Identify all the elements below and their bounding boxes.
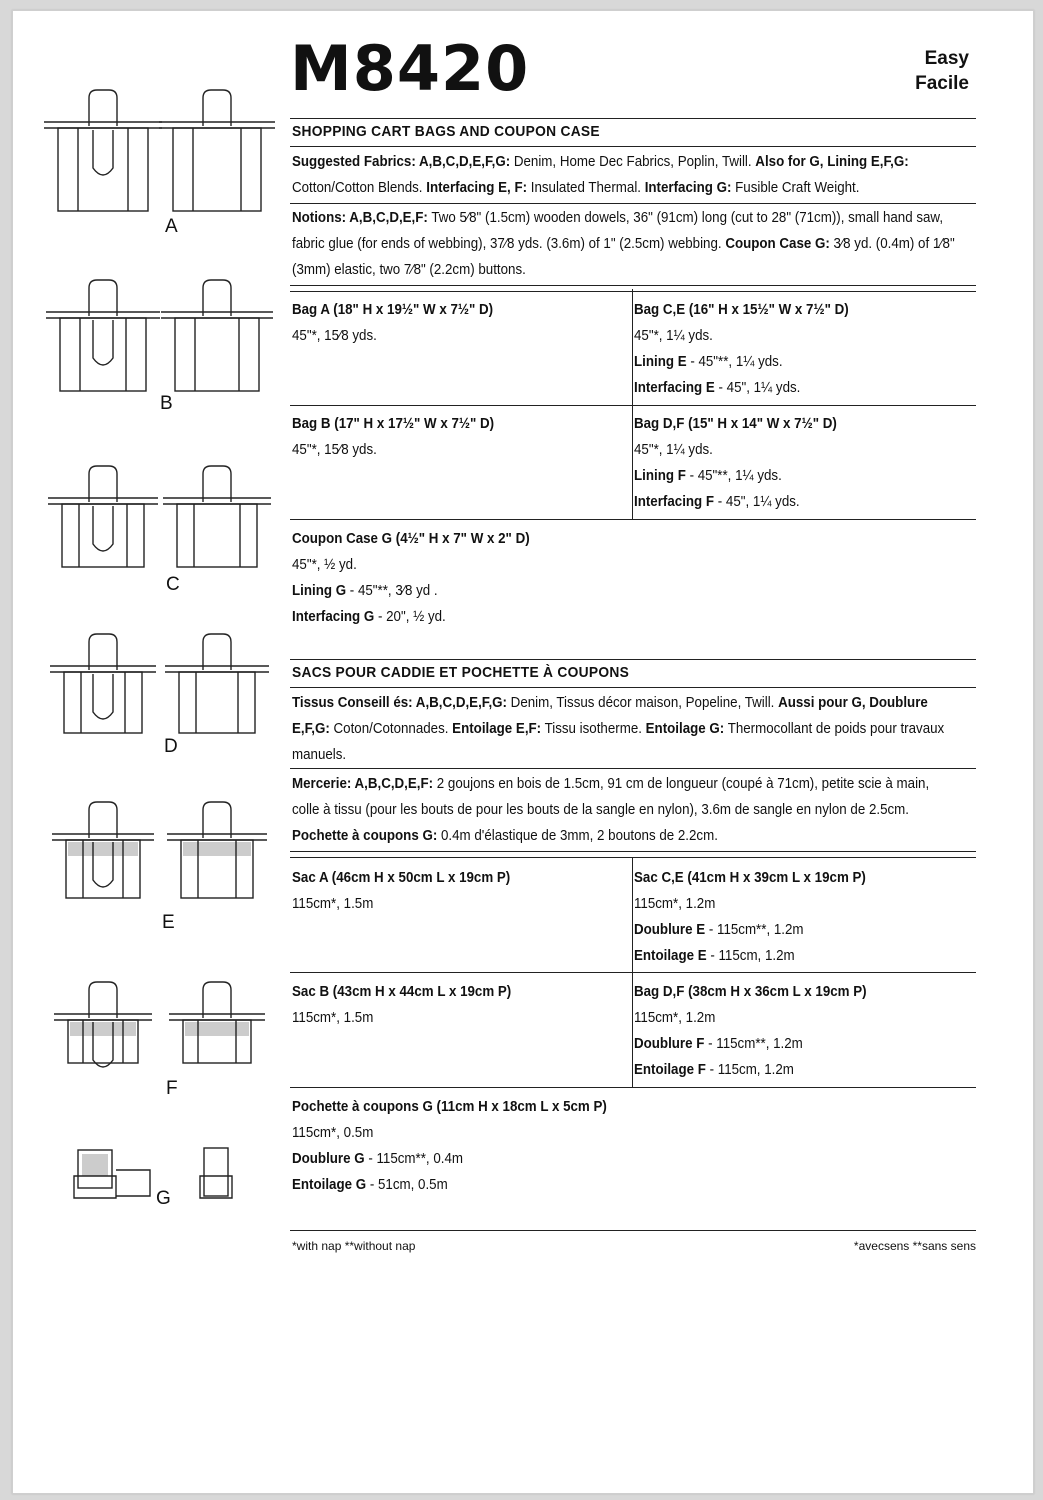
bold-label: Entoilage E,F:: [452, 721, 542, 737]
yardage-title: Coupon Case G (4½" H x 7" W x 2" D): [292, 531, 530, 547]
english-heading: SHOPPING CART BAGS AND COUPON CASE: [292, 123, 600, 140]
bold-label: Suggested Fabrics: A,B,C,D,E,F,G:: [292, 154, 511, 170]
body-text: 45"*, 15⁄8 yds.: [292, 442, 377, 458]
yardage-line: [634, 349, 849, 375]
yardage-line: [634, 463, 837, 489]
yardage-line: [292, 437, 494, 463]
bold-label: Interfacing G: [292, 609, 375, 625]
bold-label: Entoilage G: [292, 1177, 367, 1193]
yardage-line: [634, 437, 837, 463]
yardage-line: [634, 917, 866, 943]
yardage-bag-ce: [634, 297, 849, 401]
yardage-line: [634, 1031, 867, 1057]
body-text: 115cm*, 1.5m: [292, 1010, 374, 1026]
yardage-sac-df: [634, 979, 867, 1083]
bold-label: Interfacing E: [634, 380, 715, 396]
body-text: 115cm*, 1.5m: [292, 896, 374, 912]
body-text: Two 5⁄8" (1.5cm) wooden dowels, 36" (91cm) long (cut to 28" (71cm)), small hand saw,: [427, 210, 944, 226]
bold-label: Entoilage E: [634, 948, 707, 964]
body-text: - 51cm, 0.5m: [366, 1177, 448, 1193]
yardage-title: Bag D,F (15" H x 14" W x 7½" D): [634, 416, 837, 432]
yardage-line: [292, 1146, 607, 1172]
body-text: 115cm*, 1.2m: [634, 1010, 716, 1026]
divider: [290, 285, 976, 286]
view-d-illustration: [45, 632, 285, 785]
view-label: D: [164, 736, 178, 757]
yardage-line: [292, 578, 530, 604]
bold-label: Lining G: [292, 583, 347, 599]
yardage-line: [634, 489, 837, 515]
suggested-fabrics-line1: [292, 149, 909, 175]
bold-label: Interfacing E, F:: [426, 180, 528, 196]
divider: [290, 687, 976, 688]
yardage-line: [292, 1172, 607, 1198]
bold-label: Aussi pour G, Doublure: [778, 695, 928, 711]
body-text: 115cm*, 0.5m: [292, 1125, 374, 1141]
yardage-line: [634, 1057, 867, 1083]
bold-label: Notions: A,B,C,D,E,F:: [292, 210, 428, 226]
yardage-sac-b: [292, 979, 511, 1031]
body-text: - 115cm**, 1.2m: [704, 1036, 803, 1052]
view-label: A: [165, 216, 178, 237]
divider: [290, 851, 976, 852]
tissus-line1: [292, 690, 928, 716]
body-text: Tissu isotherme.: [541, 721, 646, 737]
view-b-illustration: [45, 278, 285, 443]
body-text: 45"*, 15⁄8 yds.: [292, 328, 377, 344]
yardage-sac-a: [292, 865, 510, 917]
difficulty-label: [915, 46, 969, 96]
yardage-title: Bag B (17" H x 17½" W x 7½" D): [292, 416, 495, 432]
bold-label: Entoilage G:: [645, 721, 725, 737]
french-heading: SACS POUR CADDIE ET POCHETTE À COUPONS: [292, 664, 630, 681]
bold-label: Coupon Case G:: [725, 236, 830, 252]
view-label: C: [166, 574, 180, 595]
body-text: - 115cm**, 1.2m: [705, 922, 804, 938]
notions-line3: [292, 257, 526, 283]
yardage-line: [634, 943, 866, 969]
yardage-title: Sac B (43cm H x 44cm L x 19cm P): [292, 984, 512, 1000]
body-text: 115cm*, 1.2m: [634, 896, 716, 912]
yardage-bag-df: [634, 411, 837, 515]
body-text: 45"*, 1¼ yds.: [634, 442, 713, 458]
view-label: F: [166, 1078, 178, 1099]
view-f-illustration: [45, 980, 285, 1115]
body-text: - 45"**, 1¼ yds.: [685, 468, 782, 484]
yardage-title: Bag A (18" H x 19½" W x 7½" D): [292, 302, 494, 318]
view-label: E: [162, 912, 175, 933]
bold-label: Interfacing G:: [644, 180, 732, 196]
body-text: 3⁄8 yd. (0.4m) of 1⁄8": [829, 236, 955, 252]
body-text: 0.4m d'élastique de 3mm, 2 boutons de 2.2cm.: [437, 828, 718, 844]
tissus-line3: [292, 742, 346, 768]
mercerie-line1: [292, 771, 929, 797]
yardage-line: [292, 552, 530, 578]
divider: [290, 768, 976, 769]
body-text: Cotton/Cotton Blends.: [292, 180, 427, 196]
yardage-line: [634, 1005, 867, 1031]
body-text: 45"*, 1¼ yds.: [634, 328, 713, 344]
yardage-coupon-case: [292, 526, 530, 630]
pattern-number: M8420: [290, 32, 530, 105]
yardage-line: [634, 323, 849, 349]
body-text: Thermocollant de poids pour travaux: [724, 721, 945, 737]
body-text: - 45", 1¼ yds.: [714, 494, 800, 510]
notions-line2: [292, 231, 955, 257]
body-text: Fusible Craft Weight.: [731, 180, 860, 196]
yardage-line: [292, 323, 493, 349]
bold-label: Doublure E: [634, 922, 706, 938]
body-text: - 20", ½ yd.: [374, 609, 446, 625]
body-text: manuels.: [292, 747, 347, 763]
yardage-title: Pochette à coupons G (11cm H x 18cm L x 5cm P): [292, 1099, 607, 1115]
tissus-line2: [292, 716, 944, 742]
yardage-line: [634, 375, 849, 401]
yardage-line: [292, 1005, 511, 1031]
bold-label: Also for G, Lining E,F,G:: [755, 154, 909, 170]
difficulty-en: Easy: [924, 48, 969, 69]
body-text: - 115cm, 1.2m: [706, 948, 795, 964]
yardage-title: Sac A (46cm H x 50cm L x 19cm P): [292, 870, 511, 886]
suggested-fabrics-line2: [292, 175, 859, 201]
yardage-title: Bag C,E (16" H x 15½" W x 7½" D): [634, 302, 849, 318]
mercerie-line2: [292, 797, 909, 823]
bold-label: Doublure F: [634, 1036, 705, 1052]
yardage-bag-b: [292, 411, 494, 463]
yardage-line: [292, 604, 530, 630]
body-text: 45"*, ½ yd.: [292, 557, 357, 573]
bold-label: Lining E: [634, 354, 687, 370]
body-text: - 115cm**, 0.4m: [364, 1151, 464, 1167]
divider: [290, 972, 976, 973]
yardage-line: [634, 891, 866, 917]
yardage-title: Sac C,E (41cm H x 39cm L x 19cm P): [634, 870, 866, 886]
mercerie-line3: [292, 823, 718, 849]
footnote-english: *with nap **without nap: [292, 1239, 416, 1253]
column-divider: [632, 289, 633, 519]
body-text: Coton/Cotonnades.: [329, 721, 453, 737]
yardage-bag-a: [292, 297, 493, 349]
body-text: Denim, Tissus décor maison, Popeline, Twill.: [506, 695, 779, 711]
divider: [290, 857, 976, 858]
divider: [290, 519, 976, 520]
footnote-french: *avecsens **sans sens: [853, 1239, 976, 1253]
divider: [290, 1230, 976, 1231]
body-text: colle à tissu (pour les bouts de pour les bouts de la sangle en nylon), 3.6m de sangle en nylon de 2.5cm.: [292, 802, 909, 818]
divider: [290, 146, 976, 147]
bold-label: Entoilage F: [634, 1062, 706, 1078]
bold-label: Interfacing F: [634, 494, 715, 510]
bold-label: Pochette à coupons G:: [292, 828, 438, 844]
bold-label: E,F,G:: [292, 721, 330, 737]
body-text: fabric glue (for ends of webbing), 37⁄8 yds. (3.6m) of 1" (2.5cm) webbing.: [292, 236, 726, 252]
body-text: - 45", 1¼ yds.: [714, 380, 801, 396]
yardage-line: [292, 891, 510, 917]
bold-label: Doublure G: [292, 1151, 365, 1167]
bold-label: Mercerie: A,B,C,D,E,F:: [292, 776, 434, 792]
body-text: - 45"**, 3⁄8 yd .: [346, 583, 438, 599]
body-text: Denim, Home Dec Fabrics, Poplin, Twill.: [510, 154, 756, 170]
body-text: - 115cm, 1.2m: [705, 1062, 794, 1078]
divider: [290, 291, 976, 292]
yardage-pochette: [292, 1094, 607, 1198]
divider: [290, 1087, 976, 1088]
view-label: G: [156, 1188, 171, 1209]
body-text: Insulated Thermal.: [527, 180, 645, 196]
view-c-illustration: [45, 464, 285, 619]
yardage-sac-ce: [634, 865, 866, 969]
body-text: - 45"**, 1¼ yds.: [686, 354, 783, 370]
bold-label: Tissus Conseill és: A,B,C,D,E,F,G:: [292, 695, 507, 711]
divider: [290, 405, 976, 406]
view-label: B: [160, 393, 173, 414]
yardage-title: Bag D,F (38cm H x 36cm L x 19cm P): [634, 984, 867, 1000]
yardage-line: [292, 1120, 607, 1146]
notions-line1: [292, 205, 943, 231]
divider: [290, 203, 976, 204]
body-text: (3mm) elastic, two 7⁄8" (2.2cm) buttons.: [292, 262, 526, 278]
bold-label: Lining F: [634, 468, 686, 484]
difficulty-fr: Facile: [915, 73, 969, 94]
body-text: 2 goujons en bois de 1.5cm, 91 cm de longueur (coupé à 71cm), petite scie à main,: [433, 776, 930, 792]
